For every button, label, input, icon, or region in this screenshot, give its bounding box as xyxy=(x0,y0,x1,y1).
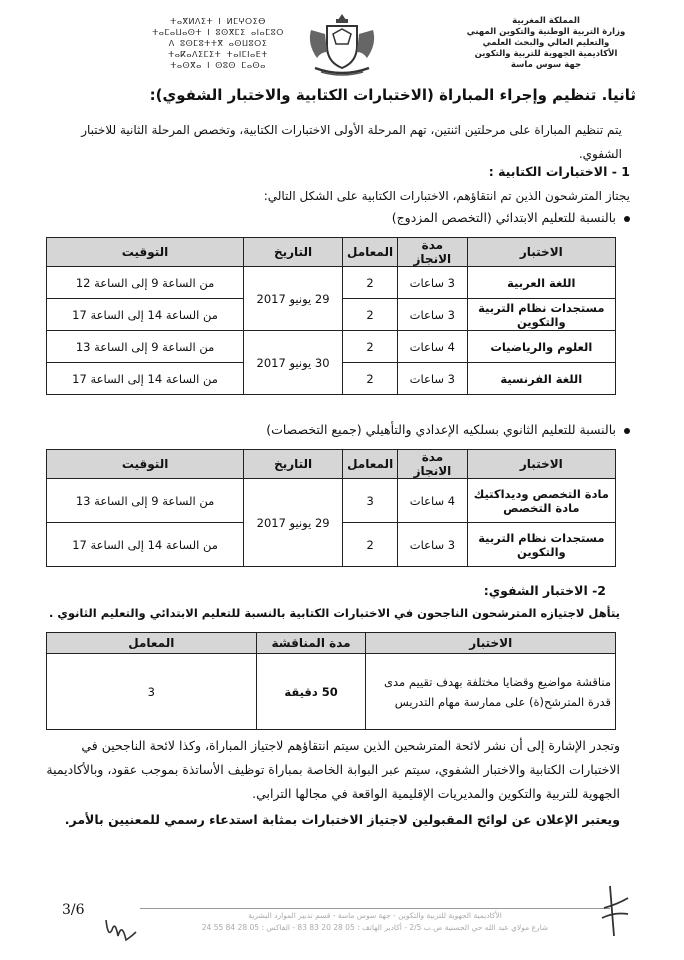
table-header-row xyxy=(47,238,616,267)
footer-line: شارع مولاي عبد الله حي الحسنية ص.ب 2/5 - أكادير الهاتف : 05 28 20 83 83 - الفاكس : 05 28 84 55 24 xyxy=(201,923,549,932)
exam-coefficient: 3 xyxy=(343,479,398,523)
secondary-bullet xyxy=(70,422,630,437)
coat-of-arms-icon xyxy=(303,10,381,80)
exam-time: من الساعة 14 إلى الساعة 17 xyxy=(47,363,244,395)
exam-time: من الساعة 9 إلى الساعة 12 xyxy=(47,267,244,299)
letterhead-tifinagh xyxy=(118,16,318,71)
table-header: مدة الانجاز xyxy=(398,450,468,479)
table-header: مدة المناقشة xyxy=(256,633,366,654)
ar-line: وزارة التربية الوطنية والتكوين المهني xyxy=(466,27,626,37)
tf-line: ⵜⴰⴳⵍⴷⵉⵜ ⵏ ⵍⵎⵖⵔⵉⴱ xyxy=(170,17,266,26)
exam-coefficient: 3 xyxy=(47,654,257,730)
intro-paragraph: يتم تنظيم المباراة على مرحلتين اثنتين، تهم المرحلة الأولى الاختبارات الكتابية، وتخصص المرحلة الثانية للاختبار الشفوي. xyxy=(81,123,622,161)
table-row xyxy=(47,479,616,523)
exam-subject: مادة التخصص وديداكتيك مادة التخصص xyxy=(467,479,615,523)
letterhead-arabic xyxy=(446,16,646,71)
table-header-row xyxy=(47,633,616,654)
note-paragraph: وتجدر الإشارة إلى أن نشر لائحة المترشحين الذين سيتم انتقاؤهم لاجتياز المباراة، وكذا لائحة الناجحين في الاختبارات الكتابية والاختبار الشفوي، سيتم عبر البوابة الخاصة بمباراة توظيف الأساتذة بموجب عقود، وبالأكاديمية الجهوية للتربية والتكوين والمديريات الإقليمية الواقعة في مجالها الترابي. xyxy=(46,738,620,801)
exam-duration: 3 ساعات xyxy=(398,523,468,567)
exam-subject: مستجدات نظام التربية والتكوين xyxy=(467,523,615,567)
written-text: يجتاز المترشحون الذين تم انتقاؤهم، الاختبارات الكتابية على الشكل التالي: xyxy=(263,189,630,203)
table-header-row xyxy=(47,450,616,479)
ar-line: المملكة المغربية xyxy=(512,16,580,26)
secondary-exam-table xyxy=(46,449,616,567)
table-row xyxy=(47,267,616,299)
exam-date: 29 يونيو 2017 xyxy=(244,267,343,331)
exam-time: من الساعة 14 إلى الساعة 17 xyxy=(47,523,244,567)
table-header: التوقيت xyxy=(47,450,244,479)
table-header: مدة الانجاز xyxy=(398,238,468,267)
exam-date: 30 يونيو 2017 xyxy=(244,331,343,395)
exam-coefficient: 2 xyxy=(343,523,398,567)
final-statement: ويعتبر الإعلان عن لوائح المقبولين لاجتياز الاختبارات بمثابة استدعاء رسمي للمعنيين بالأمر. xyxy=(64,812,620,827)
tf-line: ⵜⴰⴽⴰⴷⵉⵎⵉⵜ ⵜⴰⵏⵎⵏⴰⴹⵜ xyxy=(168,50,268,59)
table-header: التاريخ xyxy=(244,238,343,267)
exam-coefficient: 2 xyxy=(342,299,397,331)
table-header: التوقيت xyxy=(47,238,244,267)
ar-line: جهة سوس ماسة xyxy=(510,60,582,70)
exam-date: 29 يونيو 2017 xyxy=(244,479,343,567)
exam-duration: 4 ساعات xyxy=(398,331,468,363)
table-header: المعامل xyxy=(47,633,257,654)
exam-coefficient: 2 xyxy=(342,267,397,299)
table-header: الاختبار xyxy=(467,450,615,479)
bullet-icon xyxy=(624,216,630,222)
primary-exam-table xyxy=(46,237,616,395)
footer-divider xyxy=(140,908,610,909)
exam-coefficient: 2 xyxy=(342,363,397,395)
exam-subject: مناقشة مواضيع وقضايا مختلفة بهدف تقييم مدى قدرة المترشح(ة) على ممارسة مهام التدريس xyxy=(366,654,616,730)
exam-time: من الساعة 9 إلى الساعة 13 xyxy=(47,479,244,523)
written-heading: 1 - الاختبارات الكتابية : xyxy=(488,164,630,179)
exam-duration: 3 ساعات xyxy=(398,363,468,395)
letterhead xyxy=(0,10,684,82)
bullet-icon xyxy=(624,428,630,434)
footer-address xyxy=(140,910,610,934)
exam-subject: العلوم والرياضيات xyxy=(467,331,615,363)
primary-bullet-text: بالنسبة للتعليم الابتدائي (التخصص المزدوج) xyxy=(391,210,616,225)
tf-line: ⵜⴰⵙⴳⴰ ⵏ ⵙⵓⵙ ⵎⴰⵙⴰ xyxy=(170,61,266,70)
tf-line: ⵜⴰⵎⴰⵡⴰⵙⵜ ⵏ ⵓⵙⴳⵎⵉ ⴰⵏⴰⵎⵓⵔ xyxy=(152,28,284,37)
exam-subject: مستجدات نظام التربية والتكوين xyxy=(467,299,615,331)
table-header: المعامل xyxy=(343,450,398,479)
page-number: 3/6 xyxy=(62,902,85,918)
secondary-bullet-text: بالنسبة للتعليم الثانوي بسلكيه الإعدادي والتأهيلي (جميع التخصصات) xyxy=(266,422,616,437)
section-title: ثانيا. تنظيم وإجراء المباراة (الاختبارات الكتابية والاختبار الشفوي): xyxy=(149,86,636,104)
ar-line: والتعليم العالي والبحث العلمي xyxy=(482,38,610,48)
ar-line: الأكاديمية الجهوية للتربية والتكوين xyxy=(474,49,618,59)
exam-time: من الساعة 14 إلى الساعة 17 xyxy=(47,299,244,331)
table-header: الاختبار xyxy=(366,633,616,654)
signature-icon xyxy=(598,882,634,942)
exam-duration: 50 دقيقة xyxy=(256,654,366,730)
exam-subject: اللغة العربية xyxy=(467,267,615,299)
tf-line: ⴷ ⵓⵙⵎⵓⵜⵜⴳ ⴰⵙⵡⵓⵔⵉ xyxy=(168,39,268,48)
page-footer xyxy=(0,896,684,956)
oral-exam-table xyxy=(46,632,616,730)
oral-heading: 2- الاختبار الشفوي: xyxy=(483,583,606,598)
exam-coefficient: 2 xyxy=(342,331,397,363)
table-row xyxy=(47,654,616,730)
table-header: التاريخ xyxy=(244,450,343,479)
table-header: الاختبار xyxy=(467,238,615,267)
exam-duration: 3 ساعات xyxy=(398,299,468,331)
exam-duration: 4 ساعات xyxy=(398,479,468,523)
primary-bullet xyxy=(70,210,630,225)
table-header: المعامل xyxy=(342,238,397,267)
oral-text: يتأهل لاجتيازه المترشحون الناجحون في الاختبارات الكتابية بالنسبة للتعليم الابتدائي والتعليم الثانوي . xyxy=(48,606,620,620)
initials-signature-icon xyxy=(102,914,142,944)
exam-time: من الساعة 9 إلى الساعة 13 xyxy=(47,331,244,363)
exam-subject: اللغة الفرنسية xyxy=(467,363,615,395)
footer-line: الأكاديمية الجهوية للتربية والتكوين - جهة سوس ماسة - قسم تدبير الموارد البشرية xyxy=(248,911,502,920)
table-row xyxy=(47,331,616,363)
exam-duration: 3 ساعات xyxy=(398,267,468,299)
